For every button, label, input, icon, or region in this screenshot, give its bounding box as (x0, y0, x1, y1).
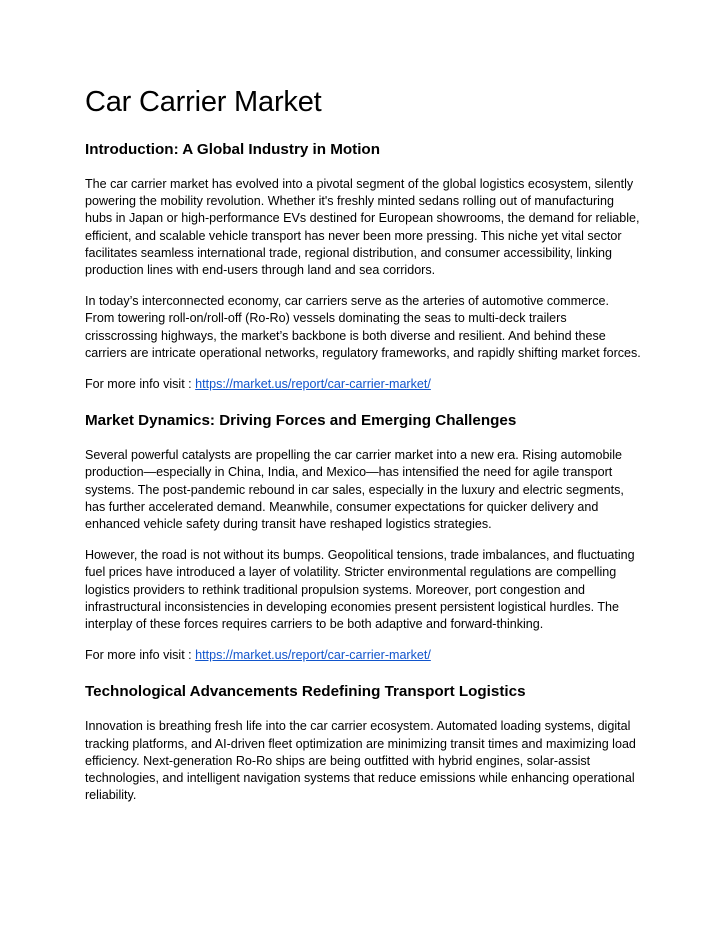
section-heading-technological-advancements: Technological Advancements Redefining Transport Logistics (85, 683, 526, 701)
document-title: Car Carrier Market (85, 86, 322, 118)
section-heading-introduction: Introduction: A Global Industry in Motion (85, 141, 380, 158)
more-info-label: For more info visit : (85, 377, 196, 392)
more-info-line (85, 647, 641, 664)
document-page (85, 84, 641, 818)
more-info-label: For more info visit : (85, 648, 196, 663)
section-heading-market-dynamics: Market Dynamics: Driving Forces and Emerging Challenges (85, 412, 517, 430)
paragraph: However, the road is not without its bumps. Geopolitical tensions, trade imbalances, and fluctuating fuel prices have introduced a layer of volatility. Stricter environmental regulations are compelling logistics providers to rethink traditional propulsion systems. Moreover, port congestion and infrastructural inconsistencies in developing economies present persistent logistical hurdles. The interplay of these forces requires carriers to be both adaptive and forward-thinking. (85, 548, 635, 632)
paragraph: In today’s interconnected economy, car carriers serve as the arteries of automotive commerce. From towering roll-on/roll-off (Ro-Ro) vessels dominating the seas to multi-deck trailers crisscrossing highways, the market’s backbone is both diverse and resilient. And behind these carriers are intricate operational networks, regulatory frameworks, and rapidly shifting market forces. (85, 294, 641, 360)
more-info-link[interactable]: https://market.us/report/car-carrier-market/ (195, 377, 431, 392)
paragraph: Several powerful catalysts are propelling the car carrier market into a new era. Rising automobile production—especially in China, India, and Mexico—has intensified the need for agile transport systems. The post-pandemic rebound in car sales, especially in the luxury and electric segments, has further accelerated demand. Meanwhile, consumer expectations for quicker delivery and enhanced vehicle safety during transit have reshaped logistics strategies. (85, 448, 624, 532)
paragraph: Innovation is breathing fresh life into the car carrier ecosystem. Automated loading systems, digital tracking platforms, and AI-driven fleet optimization are minimizing transit times and maximizing load efficiency. Next-generation Ro-Ro ships are being outfitted with hybrid engines, solar-assist technologies, and intelligent navigation systems that reduce emissions while enhancing operational reliability. (85, 719, 636, 803)
more-info-link[interactable]: https://market.us/report/car-carrier-market/ (195, 648, 431, 663)
paragraph: The car carrier market has evolved into a pivotal segment of the global logistics ecosystem, silently powering the mobility revolution. Whether it's freshly minted sedans rolling out of manufacturing hubs in Japan or high-performance EVs destined for European showrooms, the demand for reliable, efficient, and scalable vehicle transport has never been more pressing. This niche yet vital sector facilitates seamless international trade, regional distribution, and consumer accessibility, linking production lines with end-users through land and sea corridors. (85, 177, 640, 278)
more-info-line (85, 376, 641, 393)
